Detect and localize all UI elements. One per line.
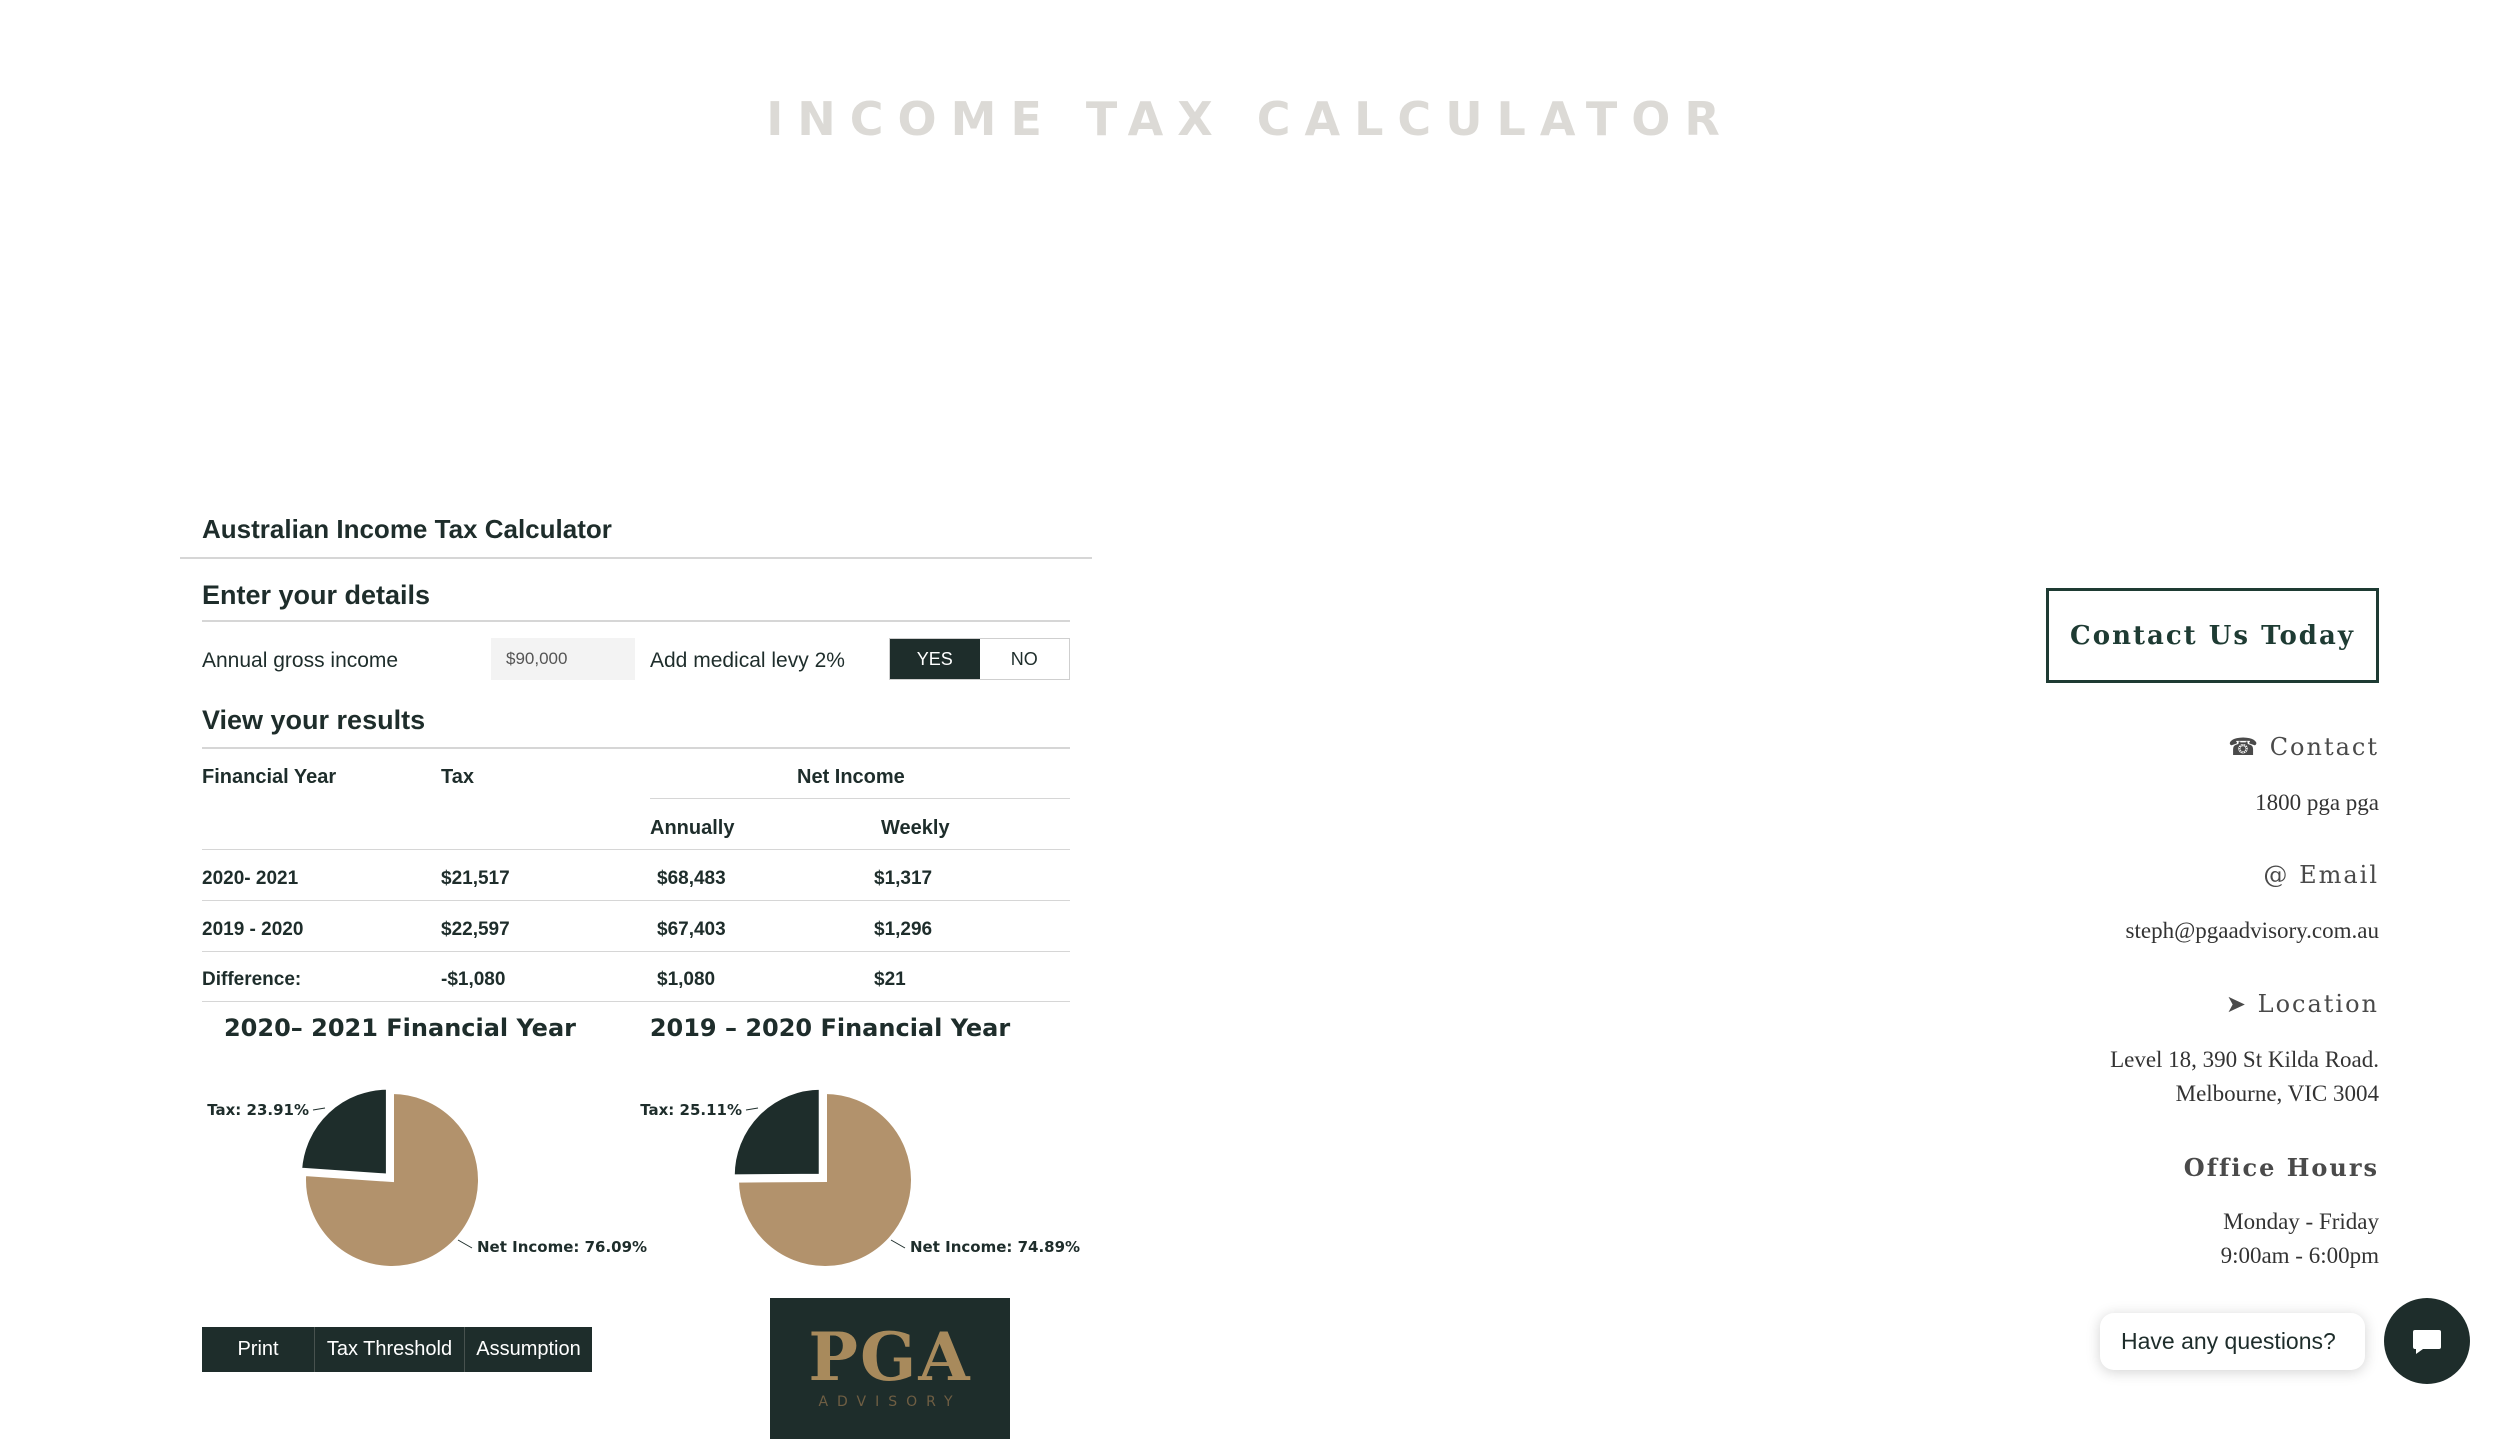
row-year: 2019 - 2020	[202, 919, 304, 940]
pie-slice-tax	[733, 1088, 821, 1177]
email-heading	[2263, 861, 2379, 889]
levy-label: Add medical levy 2%	[650, 649, 845, 672]
header-weekly: Weekly	[881, 817, 950, 839]
location-heading	[2226, 990, 2379, 1018]
chat-prompt[interactable]: Have any questions?	[2100, 1313, 2365, 1370]
levy-yes-button[interactable]: YES	[890, 639, 980, 679]
pie-leader-line	[746, 1108, 758, 1110]
chart-title: 2020– 2021 Financial Year	[223, 1014, 576, 1042]
pie-leader-line	[458, 1240, 472, 1248]
pie-leader-line	[313, 1108, 325, 1110]
address-line-1: Level 18, 390 St Kilda Road.	[2110, 1047, 2379, 1072]
page-title: INCOME TAX CALCULATOR	[766, 92, 1734, 146]
pie-label-tax: Tax: 23.91%	[207, 1101, 309, 1119]
contact-heading	[2228, 733, 2379, 761]
chat-button[interactable]	[2384, 1298, 2470, 1384]
pie-chart-2020-2021	[180, 500, 1092, 1300]
results-heading: View your results	[202, 705, 426, 735]
action-button-bar	[202, 1327, 592, 1372]
details-heading: Enter your details	[202, 580, 431, 610]
arrow-icon: ➤	[2225, 990, 2248, 1018]
row-annually: $67,403	[657, 919, 726, 940]
phone-icon: ☎	[2228, 733, 2261, 761]
header-financial-year: Financial Year	[202, 766, 337, 788]
email-heading-label: Email	[2299, 861, 2379, 889]
pie-leader-line	[891, 1240, 905, 1248]
pga-advisory-logo	[770, 1298, 1010, 1439]
pie-label-tax: Tax: 25.11%	[640, 1101, 742, 1119]
row-tax: -$1,080	[441, 969, 506, 990]
pie-label-net-income: Net Income: 76.09%	[477, 1238, 648, 1256]
chat-icon	[2409, 1323, 2445, 1359]
row-year: Difference:	[202, 969, 302, 990]
tax-threshold-button[interactable]: Tax Threshold	[315, 1327, 465, 1372]
address-line-2: Melbourne, VIC 3004	[2175, 1081, 2379, 1106]
assumption-button[interactable]: Assumption	[476, 1338, 581, 1360]
office-hours-heading: Office Hours	[2183, 1153, 2379, 1182]
levy-no-button[interactable]: NO	[980, 639, 1070, 679]
row-weekly: $21	[874, 969, 906, 990]
row-year: 2020- 2021	[202, 868, 299, 889]
email-address[interactable]: steph@pgaadvisory.com.au	[2125, 918, 2379, 943]
logo-subtext: ADVISORY	[818, 1394, 962, 1410]
contact-heading-label: Contact	[2269, 733, 2379, 761]
print-button[interactable]: Print	[202, 1327, 315, 1372]
hours-days: Monday - Friday	[2223, 1209, 2379, 1234]
row-annually: $1,080	[657, 969, 716, 990]
chart-title: 2019 – 2020 Financial Year	[649, 1014, 1011, 1042]
row-weekly: $1,317	[874, 868, 933, 889]
header-annually: Annually	[650, 817, 735, 839]
income-label: Annual gross income	[202, 649, 399, 672]
header-net-income: Net Income	[797, 766, 905, 788]
row-weekly: $1,296	[874, 919, 933, 940]
pie-slice-tax	[300, 1088, 388, 1176]
row-annually: $68,483	[657, 868, 726, 889]
location-heading-label: Location	[2257, 990, 2379, 1018]
row-tax: $21,517	[441, 868, 510, 889]
calculator-title: Australian Income Tax Calculator	[202, 514, 612, 544]
header-tax: Tax	[441, 766, 474, 788]
hours-time: 9:00am - 6:00pm	[2220, 1243, 2379, 1268]
row-tax: $22,597	[441, 919, 510, 940]
at-icon: @	[2263, 861, 2290, 889]
logo-text: PGA	[808, 1318, 972, 1396]
pie-label-net-income: Net Income: 74.89%	[910, 1238, 1081, 1256]
contact-us-button[interactable]: Contact Us Today	[2046, 588, 2379, 683]
phone-number[interactable]: 1800 pga pga	[2255, 790, 2379, 815]
